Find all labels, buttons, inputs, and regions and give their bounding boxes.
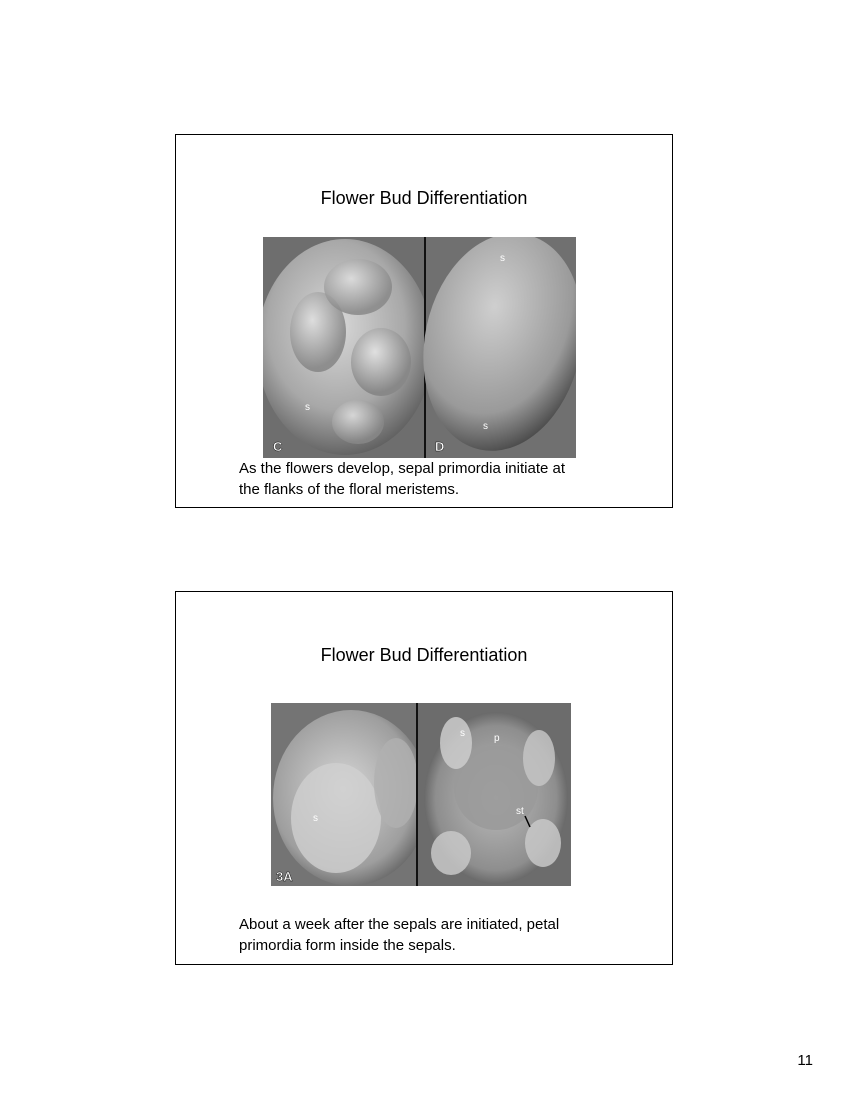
slide-title: Flower Bud Differentiation xyxy=(320,188,528,208)
slide-caption xyxy=(239,914,629,956)
label-petal: p xyxy=(494,733,500,744)
slide-2 xyxy=(175,591,673,965)
label-sepal: s xyxy=(305,402,310,413)
label-stamen: st xyxy=(516,806,524,817)
caption-line: As the flowers develop, sepal primordia initiate at xyxy=(239,460,566,477)
sem-micrograph-sepal-initiation xyxy=(263,237,576,458)
sem-micrograph-petal-initiation xyxy=(271,703,571,886)
micrograph-svg xyxy=(263,237,576,458)
page-number: 11 xyxy=(797,1052,813,1069)
label-sepal: s xyxy=(500,253,505,264)
caption-line: the flanks of the floral meristems. xyxy=(239,481,460,498)
caption-line: About a week after the sepals are initiated, petal xyxy=(239,916,560,933)
slide-caption xyxy=(239,458,629,500)
panel-letter: C xyxy=(273,439,283,454)
bud-shape xyxy=(291,763,381,873)
panel-letter: 3A xyxy=(276,869,293,884)
panel-letter: D xyxy=(435,439,445,454)
slide-1 xyxy=(175,134,673,508)
caption-line: primordia form inside the sepals. xyxy=(239,937,456,954)
slide-title: Flower Bud Differentiation xyxy=(320,645,528,665)
label-sepal: s xyxy=(483,421,488,432)
label-sepal: s xyxy=(460,728,465,739)
label-sepal: s xyxy=(313,813,318,824)
micrograph-svg xyxy=(271,703,571,886)
